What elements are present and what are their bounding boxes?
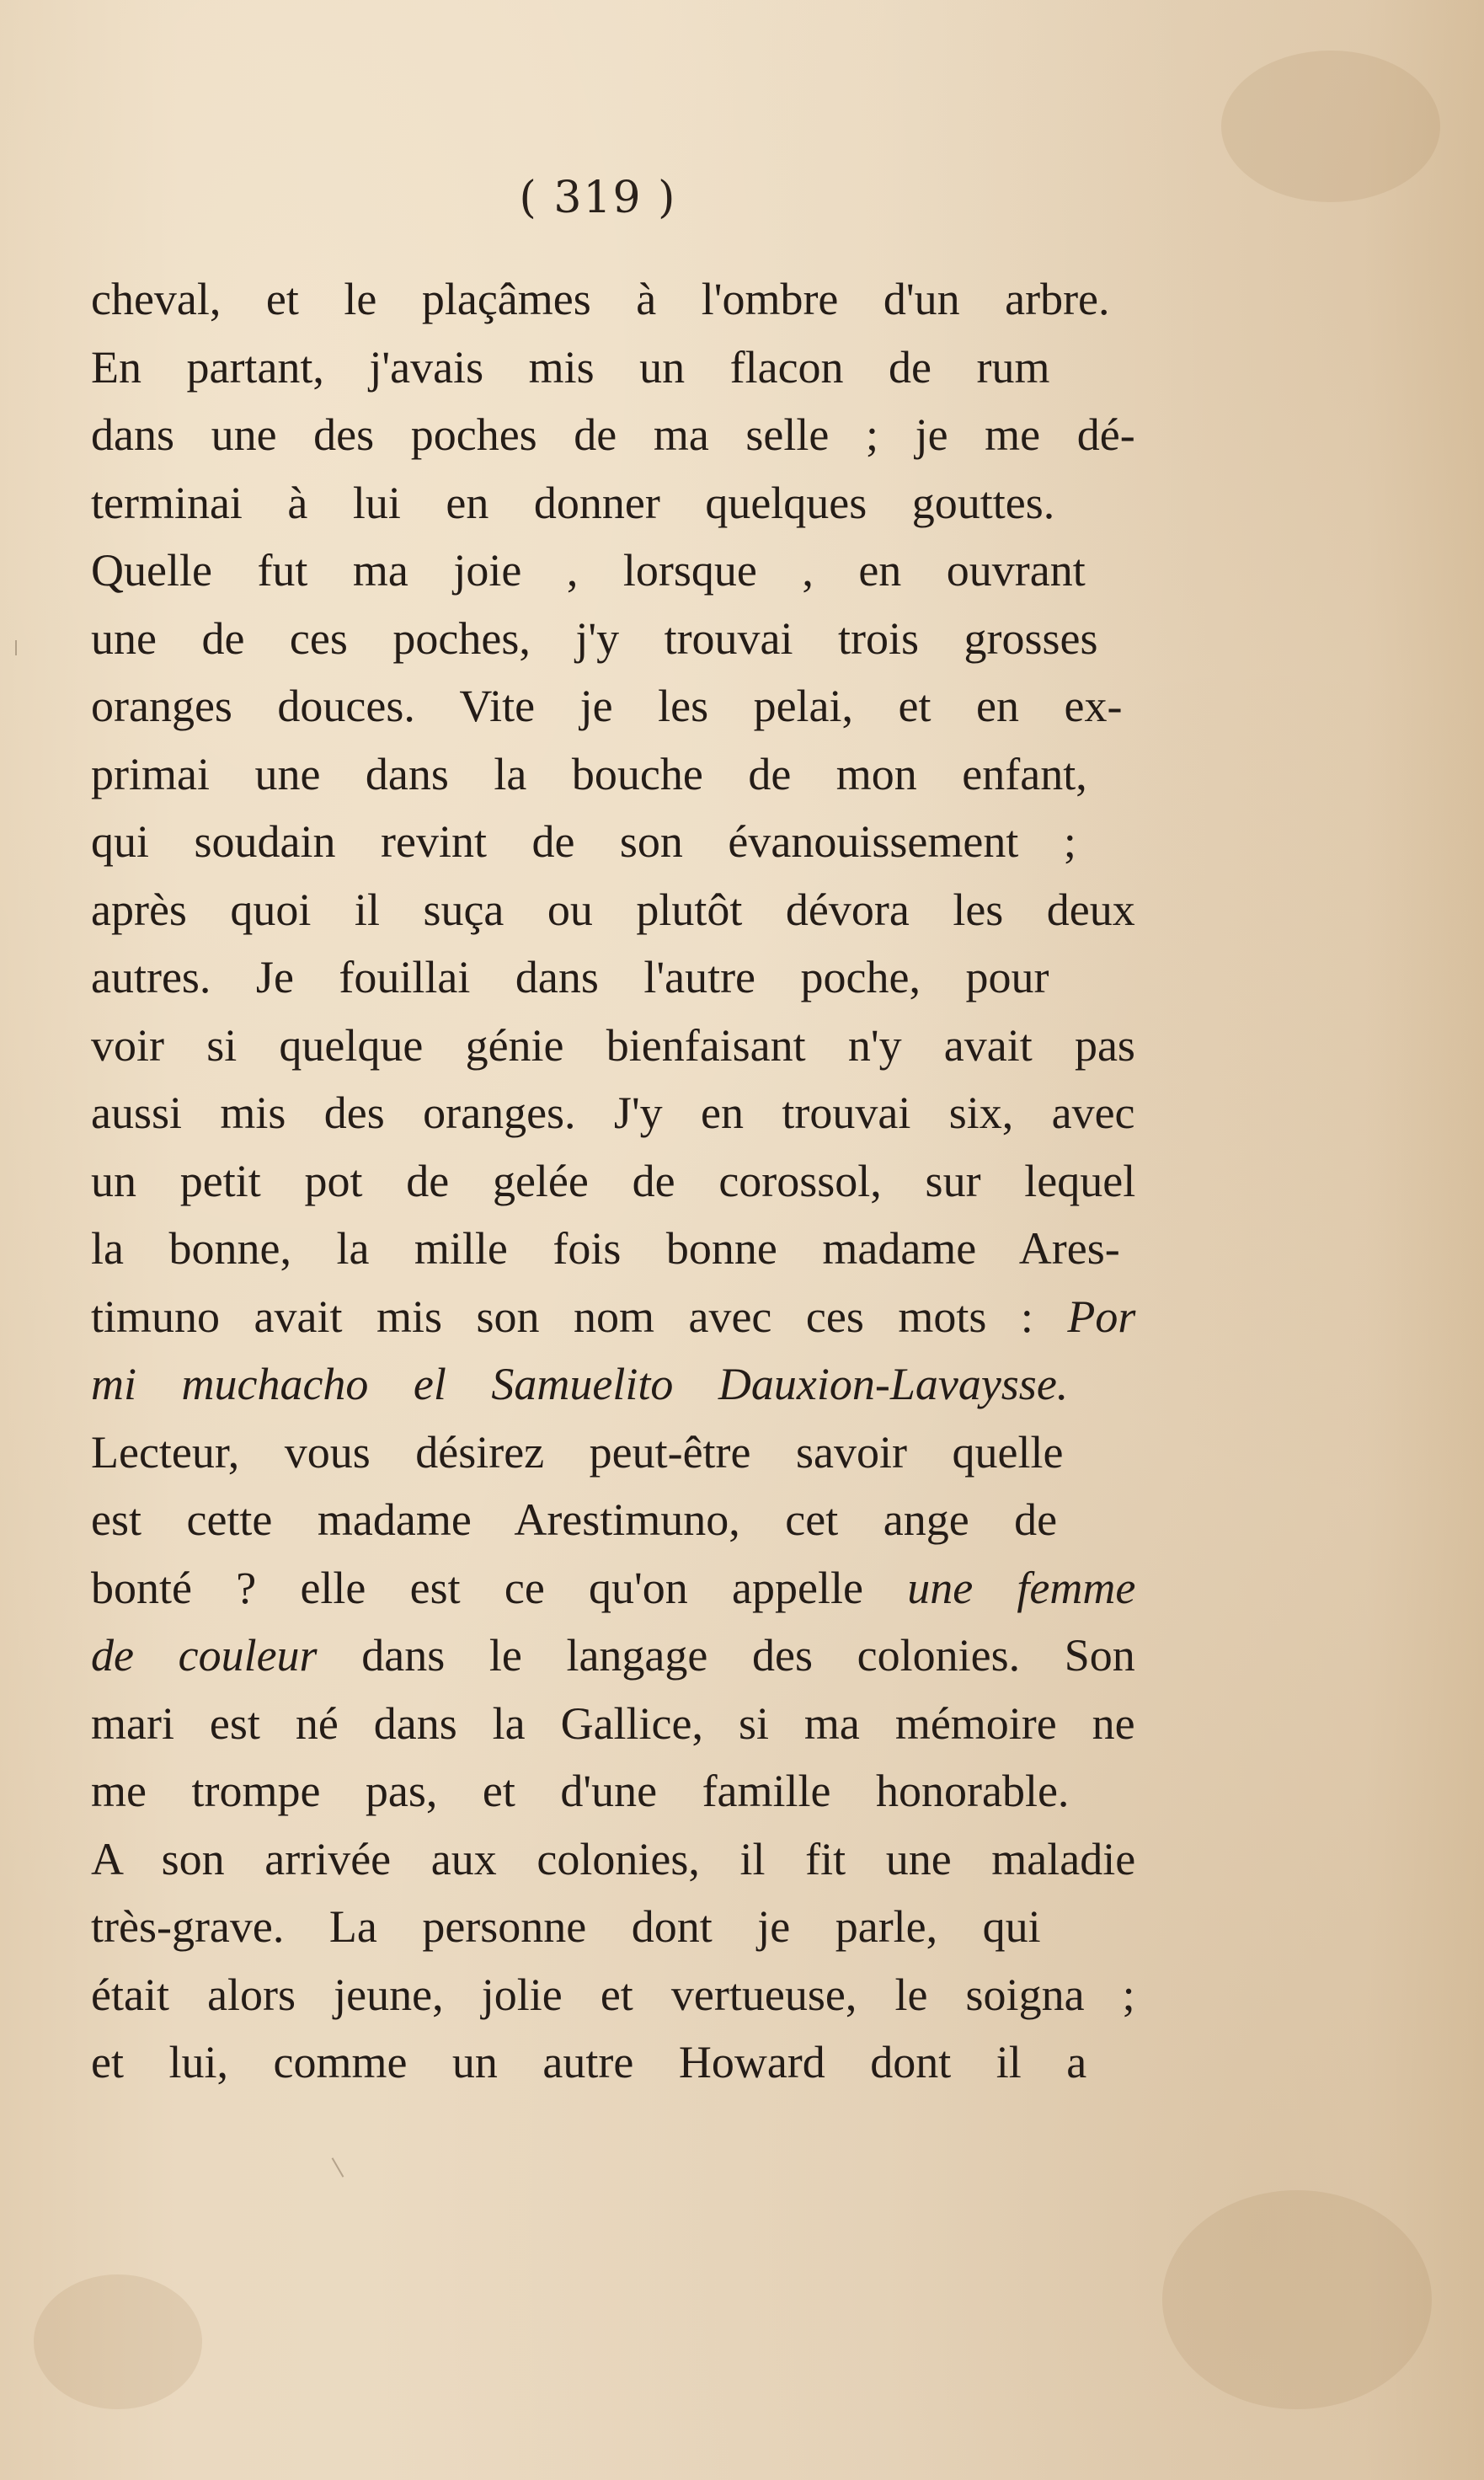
page-number: ( 319 ) <box>519 173 677 223</box>
text-line <box>91 1350 1135 1419</box>
line-text-roman: timuno avait mis son nom avec ces mots : <box>91 1291 1068 1342</box>
body-text <box>91 265 1135 2097</box>
text-line: mari est né dans la Gallice, si ma mémoire ne <box>91 1697 1135 1749</box>
text-line: me trompe pas, et d'une famille honorable. <box>91 1766 1070 1816</box>
text-line: la bonne, la mille fois bonne madame Ares- <box>91 1223 1120 1274</box>
text-line: cheval, et le plaçâmes à l'ombre d'un arbre. <box>91 274 1110 324</box>
text-line: un petit pot de gelée de corossol, sur lequel <box>91 1155 1136 1206</box>
text-line: oranges douces. Vite je les pelai, et en ex- <box>91 681 1123 731</box>
text-line: aussi mis des oranges. J'y en trouvai six, avec <box>91 1088 1135 1138</box>
text-line: Quelle fut ma joie , lorsque , en ouvrant <box>91 545 1086 596</box>
foxing-spot <box>1162 2190 1432 2409</box>
text-line: une de ces poches, j'y trouvai trois grosses <box>91 612 1098 664</box>
text-line: dans une des poches de ma selle ; je me dé- <box>91 409 1135 460</box>
text-line <box>91 1622 1135 1690</box>
paper-mark <box>15 640 17 655</box>
text-line: et lui, comme un autre Howard dont il a <box>91 2037 1087 2087</box>
text-line: est cette madame Arestimuno, cet ange de <box>91 1494 1058 1545</box>
line-text-italic: mi muchacho el Samuelito Dauxion-Lavaysse. <box>91 1359 1069 1409</box>
line-text-roman: bonté ? elle est ce qu'on appelle <box>91 1562 908 1613</box>
text-line: terminai à lui en donner quelques gouttes. <box>91 477 1055 528</box>
text-line <box>91 1554 1135 1622</box>
text-line: autres. Je fouillai dans l'autre poche, pour <box>91 952 1049 1002</box>
text-line: très-grave. La personne dont je parle, qui <box>91 1901 1041 1952</box>
text-line: A son arrivée aux colonies, il fit une maladie <box>91 1833 1136 1884</box>
foxing-spot <box>34 2274 202 2409</box>
text-line: était alors jeune, jolie et vertueuse, le soigna ; <box>91 1969 1135 2020</box>
line-text-italic: de couleur <box>91 1630 318 1681</box>
text-line: après quoi il suça ou plutôt dévora les deux <box>91 884 1135 935</box>
text-line: qui soudain revint de son évanouissement ; <box>91 816 1076 867</box>
line-text-italic: Por <box>1067 1291 1136 1342</box>
text-line: primai une dans la bouche de mon enfant, <box>91 748 1087 799</box>
text-line: voir si quelque génie bienfaisant n'y avait pas <box>91 1019 1135 1071</box>
foxing-spot <box>1221 51 1440 202</box>
line-text-italic: une femme <box>907 1562 1136 1613</box>
text-line: Lecteur, vous désirez peut-être savoir quelle <box>91 1426 1064 1478</box>
line-text-roman: dans le langage des colonies. Son <box>317 1630 1135 1681</box>
text-line: En partant, j'avais mis un flacon de rum <box>91 341 1050 393</box>
text-line <box>91 1283 1135 1351</box>
paper-mark <box>332 2157 344 2178</box>
